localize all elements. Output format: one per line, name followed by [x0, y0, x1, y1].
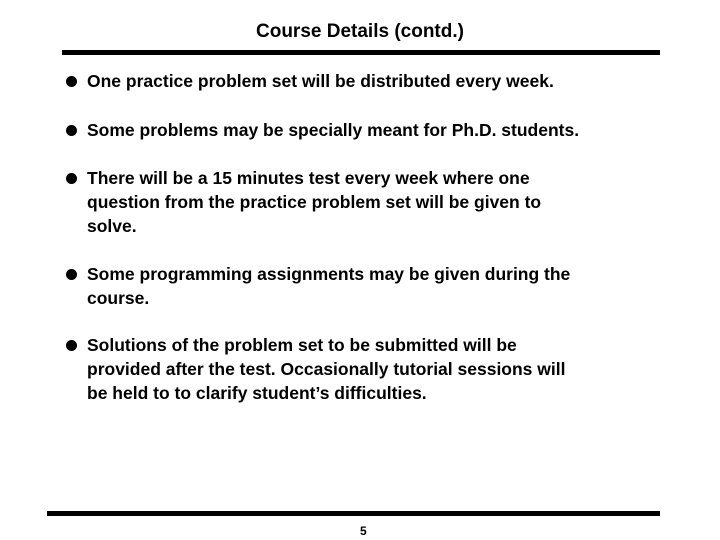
bullet-text: Solutions of the problem set to be submitted will be provided after the test. Occasionally tutorial sessions will be held to to clarify student’s difficulties.: [87, 335, 566, 403]
footer-divider: [47, 511, 660, 516]
bullet-text: There will be a 15 minutes test every week where one question from the practice problem set will be given to solve.: [87, 168, 542, 236]
bullet-text: Some programming assignments may be given during the course.: [87, 264, 571, 308]
title-divider: [62, 50, 660, 55]
bullet-dot-icon: [66, 76, 77, 87]
bullet-dot-icon: [66, 173, 77, 184]
bullet-dot-icon: [66, 340, 77, 351]
page-number: 5: [360, 524, 367, 538]
bullet-text: Some problems may be specially meant for Ph.D. students.: [87, 120, 580, 140]
slide-title: Course Details (contd.): [256, 21, 464, 42]
bullet-dot-icon: [66, 269, 77, 280]
bullet-text: One practice problem set will be distributed every week.: [87, 71, 554, 91]
bullet-dot-icon: [66, 125, 77, 136]
